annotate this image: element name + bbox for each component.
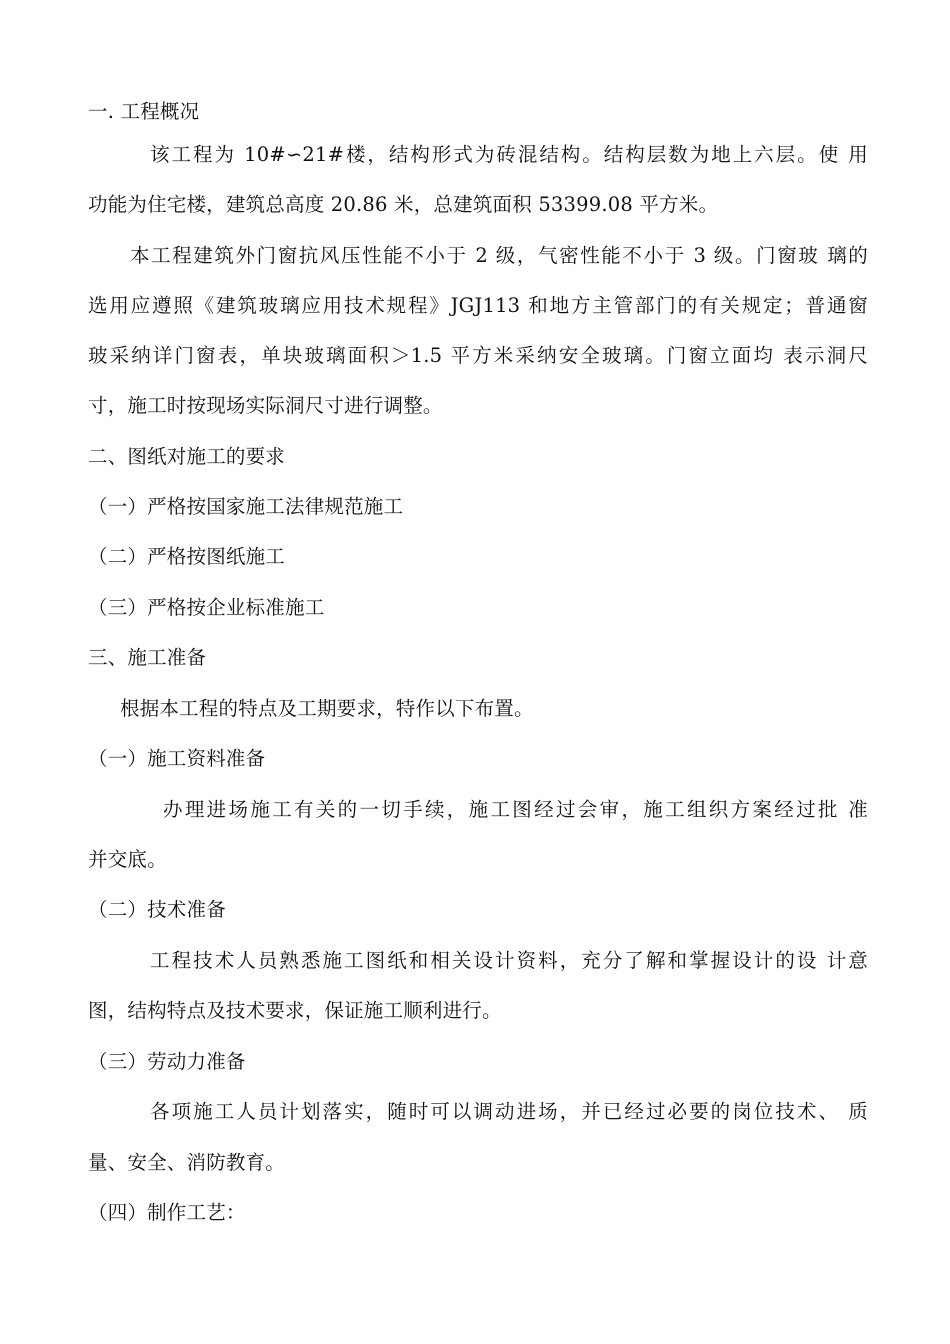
section-2-item-1: （一）严格按国家施工法律规范施工	[88, 495, 404, 518]
section-3-sub-2-line-2: 图，结构特点及技术要求，保证施工顺利进行。	[88, 999, 502, 1022]
section-3-sub-3-heading: （三）劳动力准备	[88, 1050, 246, 1073]
section-1-paragraph-2-line-2: 选用应遵照《建筑玻璃应用技术规程》JGJ113 和地方主管部门的有关规定；普通窗	[88, 294, 868, 317]
section-1-paragraph-1-line-2: 功能为住宅楼，建筑总高度 20.86 米，总建筑面积 53399.08 平方米。	[88, 193, 719, 216]
section-3-heading: 三、施工准备	[88, 646, 207, 669]
section-2-heading: 二、图纸对施工的要求	[88, 445, 286, 468]
section-2-item-2: （二）严格按图纸施工	[88, 545, 286, 568]
section-3-intro: 根据本工程的特点及工期要求，特作以下布置。	[120, 697, 534, 720]
section-3-sub-2-line-1: 工程技术人员熟悉施工图纸和相关设计资料，充分了解和掌握设计的设 计意	[150, 949, 868, 972]
section-3-sub-3-line-1: 各项施工人员计划落实，随时可以调动进场，并已经过必要的岗位技术、 质	[150, 1100, 868, 1123]
section-3-sub-3-line-2: 量、安全、消防教育。	[88, 1151, 286, 1174]
section-3-sub-1-line-1: 办理进场施工有关的一切手续，施工图经过会审，施工组织方案经过批 准	[163, 798, 868, 821]
section-3-sub-2-heading: （二）技术准备	[88, 898, 226, 921]
section-1-heading: 一. 工程概况	[88, 100, 200, 123]
section-3-sub-4-heading: （四）制作工艺：	[88, 1201, 246, 1224]
section-1-paragraph-1-line-1: 该工程为 10#∽21#楼，结构形式为砖混结构。结构层数为地上六层。使 用	[150, 143, 868, 166]
section-3-sub-1-line-2: 并交底。	[88, 848, 167, 871]
section-1-paragraph-2-line-3: 玻采纳详门窗表，单块玻璃面积＞1.5 平方米采纳安全玻璃。门窗立面均 表示洞尺	[88, 344, 868, 367]
section-1-paragraph-2-line-1: 本工程建筑外门窗抗风压性能不小于 2 级，气密性能不小于 3 级。门窗玻 璃的	[130, 244, 868, 267]
section-2-item-3: （三）严格按企业标准施工	[88, 596, 325, 619]
section-3-sub-1-heading: （一）施工资料准备	[88, 747, 266, 770]
section-1-paragraph-2-line-4: 寸，施工时按现场实际洞尺寸进行调整。	[88, 394, 443, 417]
